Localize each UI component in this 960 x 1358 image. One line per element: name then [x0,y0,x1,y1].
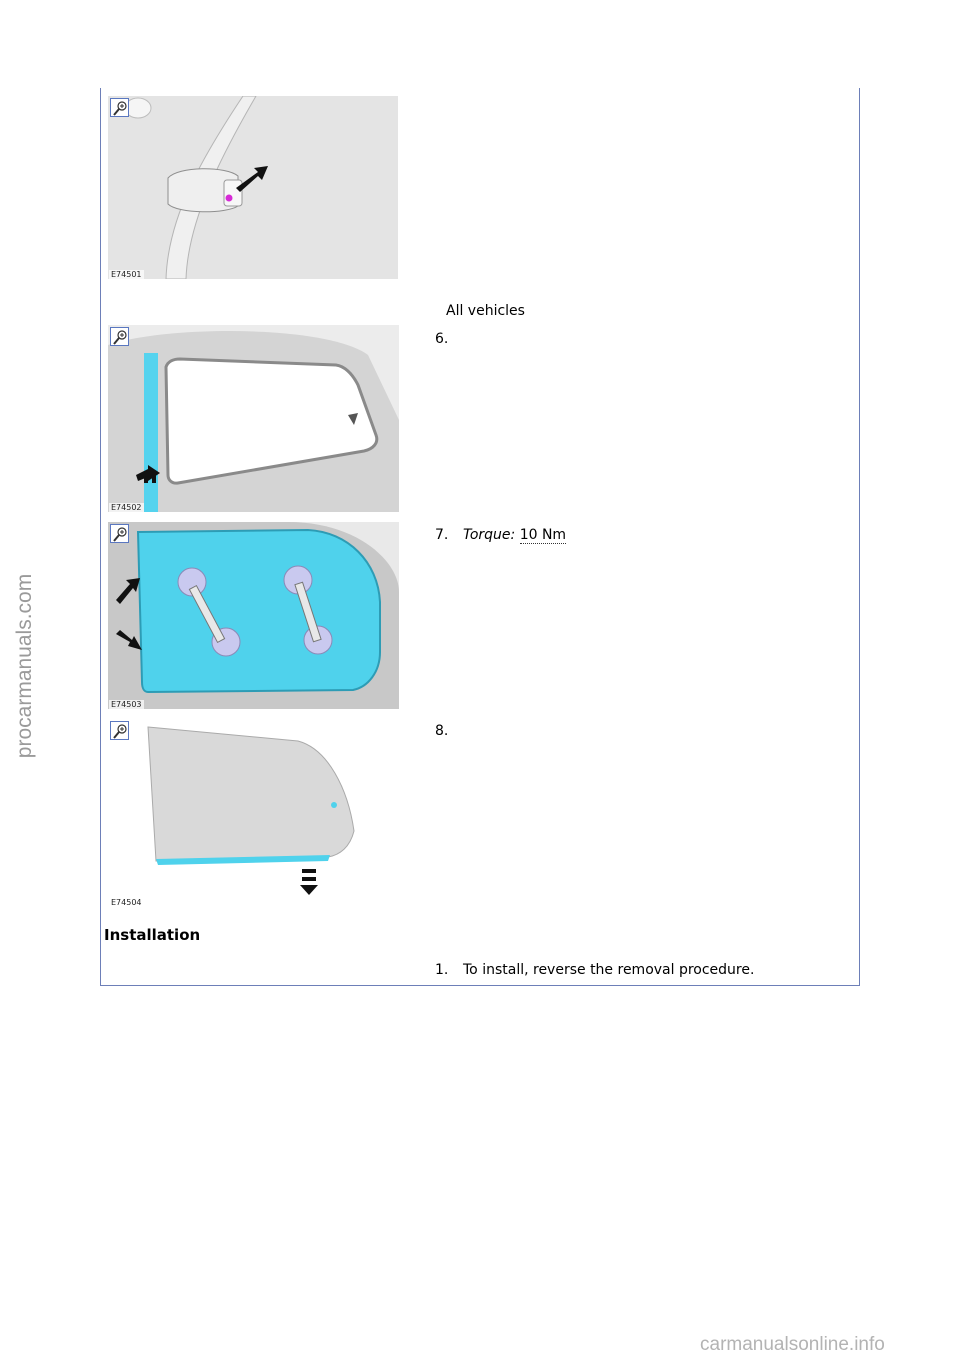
figure-code: E74501 [111,270,142,279]
figure-code: E74503 [111,700,142,709]
zoom-in-icon[interactable] [110,721,129,740]
figure-code: E74502 [111,503,142,512]
step-text: To install, reverse the removal procedure. [463,962,755,978]
installation-heading: Installation [104,926,201,944]
step-number: 6. [435,331,449,347]
zoom-in-icon[interactable] [110,98,129,117]
step-6 [435,331,463,347]
torque-label: Torque: [463,527,516,543]
step-number: 7. [435,527,449,543]
figure-e74504 [108,719,398,907]
removed-glass-illustration [108,719,398,907]
glass-suction-cups-illustration [108,522,399,709]
figure-code: E74504 [111,898,142,907]
installation-step-1 [435,962,754,978]
quarter-window-illustration [108,325,399,512]
bottom-watermark: carmanualsonline.info [700,1334,885,1355]
step-number: 8. [435,723,449,739]
side-watermark: procarmanuals.com [13,573,36,759]
step-number: 1. [435,962,449,978]
figure-e74503 [108,522,399,709]
zoom-in-icon[interactable] [110,524,129,543]
torque-value[interactable]: 10 Nm [519,527,567,543]
mirror-illustration [108,96,398,279]
zoom-in-icon[interactable] [110,327,129,346]
step-7 [435,527,566,543]
figure-e74501 [108,96,398,279]
note-all-vehicles: All vehicles [446,303,525,319]
figure-e74502 [108,325,399,512]
step-8 [435,723,463,739]
